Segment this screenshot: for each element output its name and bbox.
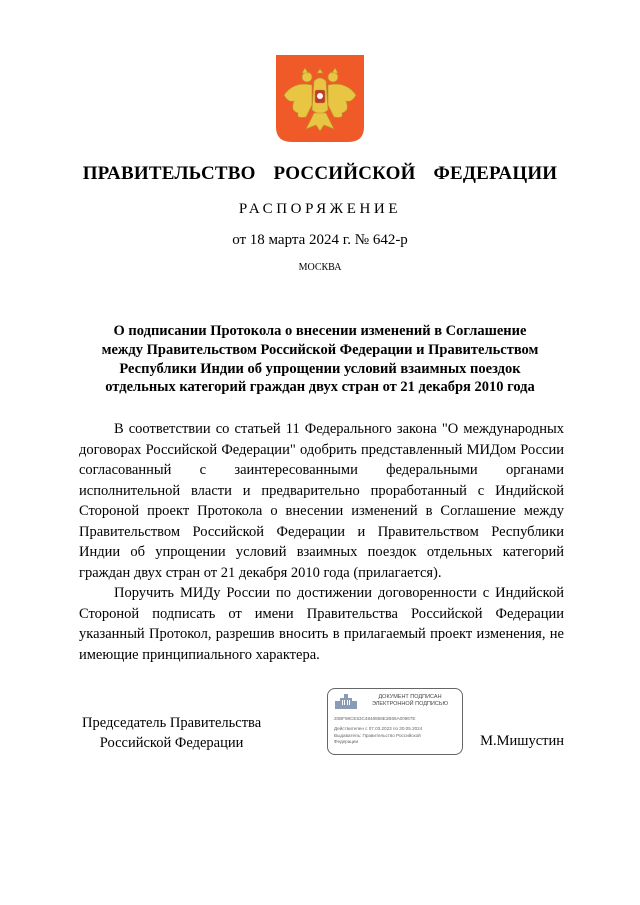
document-date-number: от 18 марта 2024 г. № 642-р xyxy=(232,232,408,248)
stamp-title-line: ЭЛЕКТРОННОЙ ПОДПИСЬЮ xyxy=(371,701,449,707)
stamp-validity: Действителен с 07.03.2023 по 30.05.2024 xyxy=(334,726,423,731)
signer-position xyxy=(82,713,261,753)
electronic-signature-stamp xyxy=(327,688,463,755)
document-body xyxy=(79,419,564,665)
government-building-icon xyxy=(335,694,357,711)
government-title: ПРАВИТЕЛЬСТВО РОССИЙСКОЙ ФЕДЕРАЦИИ xyxy=(82,163,558,184)
subject-line: отдельных категорий граждан двух стран от 21 декабря 2010 года xyxy=(105,379,535,396)
subject-line: между Правительством Российской Федерации и Правительством xyxy=(101,341,539,358)
stamp-issuer: Федерации xyxy=(334,739,359,744)
signer-position-line: Российской Федерации xyxy=(99,735,244,751)
document-type: РАСПОРЯЖЕНИЕ xyxy=(238,201,402,217)
stamp-issuer: Выдаватель: Правительство Российской xyxy=(334,733,421,738)
body-paragraph: Поручить МИДу России по достижении договоренности с Индийской Стороной подписать от имени Правительства Российской Федерации указанный Протокол, разрешив вносить в прилагаемый проект изменения, не имеющие принципиального характера. xyxy=(79,585,564,663)
stamp-title-line: ДОКУМЕНТ ПОДПИСАН xyxy=(378,694,442,700)
document-city: МОСКВА xyxy=(298,262,342,273)
body-paragraph: В соответствии со статьей 11 Федерального закона "О международных договорах Российской Федерации" одобрить представленный МИДом России согласованный с заинтересованными федеральными органами исполнительной власти и предварительно проработанный с Индийской Стороной проект Протокола о внесении изменений в Соглашение между Правительством Российской Федерации и Правительством Республики Индии об упрощении условий взаимных поездок отдельных категорий граждан двух стран от 21 декабря 2010 года (прилагается). xyxy=(79,421,564,581)
stamp-title xyxy=(362,694,458,708)
subject-line: О подписании Протокола о внесении изменений в Соглашение xyxy=(113,323,527,339)
document-subject xyxy=(75,322,565,397)
russian-coat-of-arms-icon xyxy=(276,55,364,142)
subject-line: Республики Индии об упрощении условий взаимных поездок xyxy=(119,360,521,377)
stamp-certificate: 20BF98CE53C4848868E2B66A00967E xyxy=(334,716,416,721)
signer-position-line: Председатель Правительства xyxy=(82,715,262,731)
signer-name: М.Мишустин xyxy=(480,733,564,749)
